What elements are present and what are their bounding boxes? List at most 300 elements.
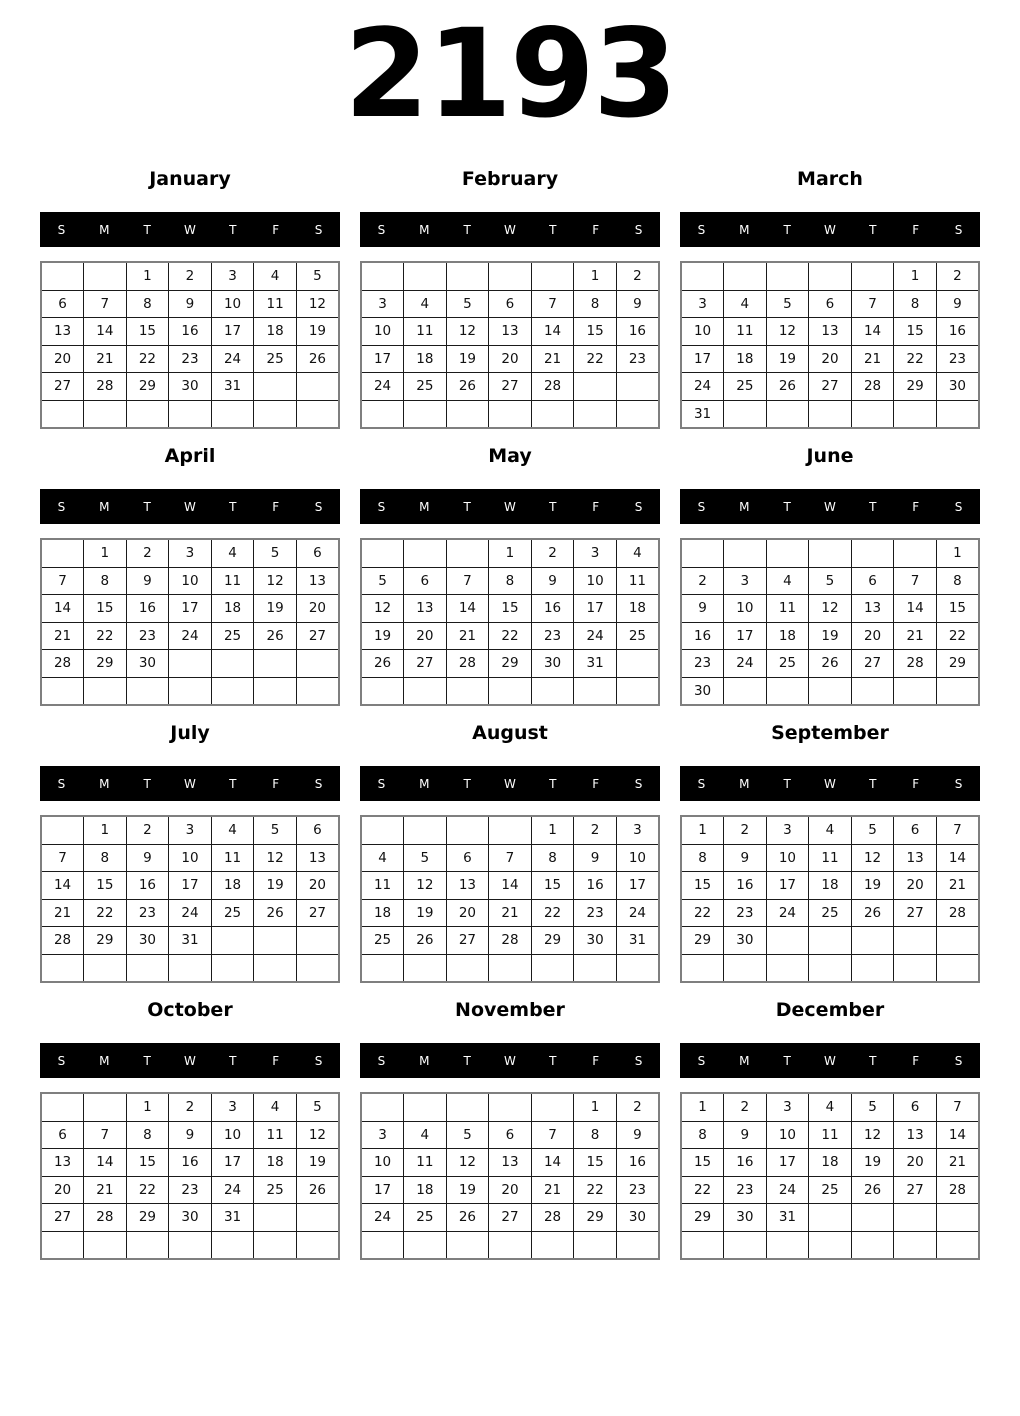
date-cell: 28: [84, 373, 127, 401]
date-cell: 13: [296, 844, 339, 872]
date-cell: 15: [126, 318, 169, 346]
day-of-week-label: S: [377, 222, 386, 237]
empty-date-cell: [851, 954, 894, 982]
empty-date-cell: [361, 400, 404, 428]
day-of-week-label: W: [504, 1053, 516, 1068]
date-cell: 25: [404, 373, 447, 401]
empty-date-cell: [851, 677, 894, 705]
day-of-week-label: F: [912, 1053, 920, 1068]
date-cell: 31: [169, 927, 212, 955]
empty-date-cell: [446, 677, 489, 705]
empty-date-cell: [296, 400, 339, 428]
date-cell: 17: [724, 622, 767, 650]
date-cell: 2: [169, 262, 212, 290]
empty-date-cell: [254, 373, 297, 401]
empty-date-cell: [404, 1093, 447, 1121]
month-january: [40, 169, 340, 429]
week-row: [361, 650, 659, 678]
date-cell: 4: [809, 816, 852, 844]
date-cell: 14: [936, 1121, 979, 1149]
day-of-week-header-bar: [680, 766, 980, 801]
empty-date-cell: [724, 954, 767, 982]
week-row: [681, 1121, 979, 1149]
date-cell: 23: [169, 1176, 212, 1204]
empty-date-cell: [84, 677, 127, 705]
day-of-week-label: M: [419, 499, 430, 514]
date-cell: 17: [361, 345, 404, 373]
date-cell: 21: [84, 345, 127, 373]
date-cell: 16: [616, 318, 659, 346]
date-cell: 29: [126, 1204, 169, 1232]
date-cell: 2: [724, 816, 767, 844]
day-of-week-label: M: [99, 776, 110, 791]
date-cell: 9: [126, 844, 169, 872]
date-cell: 22: [531, 899, 574, 927]
empty-date-cell: [254, 650, 297, 678]
empty-date-cell: [851, 262, 894, 290]
date-cell: 12: [296, 290, 339, 318]
empty-date-cell: [616, 954, 659, 982]
date-cell: 29: [84, 927, 127, 955]
date-cell: 14: [84, 1149, 127, 1177]
date-cell: 4: [724, 290, 767, 318]
day-of-week-label: F: [272, 1053, 280, 1068]
date-cell: 22: [574, 1176, 617, 1204]
day-of-week-label: S: [697, 776, 706, 791]
empty-date-cell: [724, 262, 767, 290]
empty-date-cell: [489, 262, 532, 290]
date-cell: 22: [126, 1176, 169, 1204]
date-cell: 31: [574, 650, 617, 678]
empty-date-cell: [404, 262, 447, 290]
empty-date-cell: [766, 677, 809, 705]
date-cell: 2: [126, 539, 169, 567]
date-cell: 8: [574, 1121, 617, 1149]
empty-date-cell: [809, 677, 852, 705]
date-cell: 12: [446, 1149, 489, 1177]
week-row: [361, 1093, 659, 1121]
date-cell: 16: [681, 622, 724, 650]
empty-date-cell: [446, 262, 489, 290]
empty-date-cell: [809, 400, 852, 428]
date-cell: 11: [254, 290, 297, 318]
day-of-week-label: S: [377, 776, 386, 791]
empty-date-cell: [531, 1231, 574, 1259]
date-cell: 20: [851, 622, 894, 650]
day-of-week-label: S: [314, 222, 323, 237]
date-cell: 18: [766, 622, 809, 650]
month-date-grid: [360, 815, 660, 983]
date-cell: 10: [681, 318, 724, 346]
date-cell: 25: [254, 1176, 297, 1204]
empty-date-cell: [681, 954, 724, 982]
empty-date-cell: [809, 262, 852, 290]
week-row: [41, 345, 339, 373]
week-row: [681, 290, 979, 318]
date-cell: 3: [169, 539, 212, 567]
day-of-week-label: S: [634, 1053, 643, 1068]
empty-date-cell: [41, 677, 84, 705]
month-date-grid: [680, 1092, 980, 1260]
date-cell: 30: [724, 927, 767, 955]
month-date-grid: [680, 815, 980, 983]
day-of-week-label: F: [592, 222, 600, 237]
date-cell: 24: [211, 1176, 254, 1204]
day-of-week-label: S: [697, 1053, 706, 1068]
date-cell: 4: [616, 539, 659, 567]
empty-date-cell: [894, 539, 937, 567]
week-row: [361, 1176, 659, 1204]
date-cell: 28: [936, 899, 979, 927]
date-cell: 14: [851, 318, 894, 346]
date-cell: 9: [724, 844, 767, 872]
empty-date-cell: [254, 1204, 297, 1232]
date-cell: 21: [936, 872, 979, 900]
date-cell: 6: [894, 816, 937, 844]
empty-date-cell: [404, 816, 447, 844]
date-cell: 3: [574, 539, 617, 567]
date-cell: 9: [574, 844, 617, 872]
date-cell: 29: [126, 373, 169, 401]
month-name: November: [455, 999, 565, 1021]
date-cell: 13: [296, 567, 339, 595]
date-cell: 10: [361, 318, 404, 346]
date-cell: 17: [766, 1149, 809, 1177]
date-cell: 30: [126, 650, 169, 678]
month-date-grid: [40, 538, 340, 706]
empty-date-cell: [936, 954, 979, 982]
date-cell: 22: [681, 1176, 724, 1204]
date-cell: 27: [446, 927, 489, 955]
date-cell: 16: [126, 872, 169, 900]
date-cell: 17: [169, 595, 212, 623]
day-of-week-header-bar: [680, 489, 980, 524]
date-cell: 19: [361, 622, 404, 650]
date-cell: 29: [531, 927, 574, 955]
date-cell: 31: [211, 1204, 254, 1232]
day-of-week-label: W: [504, 776, 516, 791]
empty-date-cell: [766, 927, 809, 955]
date-cell: 19: [851, 1149, 894, 1177]
empty-date-cell: [404, 539, 447, 567]
date-cell: 10: [766, 844, 809, 872]
empty-date-cell: [361, 1093, 404, 1121]
week-row: [361, 595, 659, 623]
date-cell: 2: [574, 816, 617, 844]
date-cell: 29: [489, 650, 532, 678]
date-cell: 15: [126, 1149, 169, 1177]
date-cell: 21: [894, 622, 937, 650]
date-cell: 23: [531, 622, 574, 650]
date-cell: 31: [766, 1204, 809, 1232]
date-cell: 30: [724, 1204, 767, 1232]
date-cell: 19: [296, 318, 339, 346]
date-cell: 5: [296, 262, 339, 290]
date-cell: 21: [446, 622, 489, 650]
date-cell: 26: [254, 899, 297, 927]
date-cell: 12: [361, 595, 404, 623]
day-of-week-header-bar: [360, 489, 660, 524]
month-date-grid: [360, 261, 660, 429]
empty-date-cell: [489, 1231, 532, 1259]
day-of-week-label: W: [824, 776, 836, 791]
date-cell: 14: [41, 595, 84, 623]
date-cell: 6: [894, 1093, 937, 1121]
day-of-week-label: T: [463, 222, 471, 237]
date-cell: 5: [296, 1093, 339, 1121]
week-row: [41, 595, 339, 623]
date-cell: 5: [809, 567, 852, 595]
date-cell: 29: [681, 1204, 724, 1232]
date-cell: 11: [404, 318, 447, 346]
empty-date-cell: [361, 816, 404, 844]
date-cell: 30: [681, 677, 724, 705]
empty-date-cell: [809, 1204, 852, 1232]
empty-date-cell: [446, 816, 489, 844]
date-cell: 12: [404, 872, 447, 900]
date-cell: 13: [41, 1149, 84, 1177]
empty-date-cell: [531, 954, 574, 982]
date-cell: 16: [531, 595, 574, 623]
date-cell: 15: [894, 318, 937, 346]
empty-date-cell: [211, 400, 254, 428]
empty-date-cell: [84, 954, 127, 982]
empty-date-cell: [936, 400, 979, 428]
date-cell: 2: [126, 816, 169, 844]
empty-date-cell: [574, 1231, 617, 1259]
date-cell: 3: [361, 1121, 404, 1149]
empty-date-cell: [766, 954, 809, 982]
date-cell: 28: [41, 927, 84, 955]
date-cell: 11: [724, 318, 767, 346]
week-row: [41, 650, 339, 678]
date-cell: 8: [681, 844, 724, 872]
date-cell: 18: [404, 345, 447, 373]
date-cell: 10: [169, 567, 212, 595]
date-cell: 10: [211, 1121, 254, 1149]
day-of-week-label: F: [592, 776, 600, 791]
week-row: [681, 954, 979, 982]
empty-date-cell: [296, 1204, 339, 1232]
date-cell: 16: [616, 1149, 659, 1177]
empty-date-cell: [84, 1093, 127, 1121]
month-date-grid: [40, 815, 340, 983]
date-cell: 21: [41, 899, 84, 927]
week-row: [681, 927, 979, 955]
date-cell: 12: [809, 595, 852, 623]
date-cell: 6: [809, 290, 852, 318]
date-cell: 12: [766, 318, 809, 346]
date-cell: 30: [531, 650, 574, 678]
date-cell: 9: [531, 567, 574, 595]
date-cell: 28: [851, 373, 894, 401]
date-cell: 11: [809, 1121, 852, 1149]
week-row: [681, 899, 979, 927]
week-row: [681, 373, 979, 401]
date-cell: 5: [254, 816, 297, 844]
date-cell: 11: [809, 844, 852, 872]
empty-date-cell: [296, 650, 339, 678]
months-grid: [40, 169, 980, 1260]
week-row: [41, 567, 339, 595]
empty-date-cell: [446, 539, 489, 567]
date-cell: 18: [724, 345, 767, 373]
date-cell: 21: [84, 1176, 127, 1204]
date-cell: 24: [169, 622, 212, 650]
empty-date-cell: [296, 927, 339, 955]
date-cell: 26: [446, 1204, 489, 1232]
month-february: [360, 169, 660, 429]
empty-date-cell: [211, 954, 254, 982]
date-cell: 1: [894, 262, 937, 290]
empty-date-cell: [169, 954, 212, 982]
empty-date-cell: [254, 1231, 297, 1259]
date-cell: 25: [361, 927, 404, 955]
day-of-week-label: S: [634, 776, 643, 791]
empty-date-cell: [531, 677, 574, 705]
day-of-week-label: S: [634, 499, 643, 514]
empty-date-cell: [489, 816, 532, 844]
date-cell: 6: [41, 1121, 84, 1149]
day-of-week-label: T: [463, 499, 471, 514]
month-date-grid: [680, 261, 980, 429]
date-cell: 24: [169, 899, 212, 927]
day-of-week-label: W: [824, 222, 836, 237]
date-cell: 20: [894, 1149, 937, 1177]
date-cell: 25: [766, 650, 809, 678]
date-cell: 11: [616, 567, 659, 595]
date-cell: 12: [446, 318, 489, 346]
day-of-week-label: T: [229, 1053, 237, 1068]
empty-date-cell: [681, 262, 724, 290]
month-name: June: [806, 445, 854, 467]
week-row: [681, 1204, 979, 1232]
date-cell: 8: [126, 1121, 169, 1149]
date-cell: 18: [809, 1149, 852, 1177]
date-cell: 9: [616, 290, 659, 318]
date-cell: 5: [404, 844, 447, 872]
empty-date-cell: [681, 1231, 724, 1259]
date-cell: 7: [41, 567, 84, 595]
date-cell: 17: [211, 1149, 254, 1177]
day-of-week-label: T: [143, 222, 151, 237]
date-cell: 30: [936, 373, 979, 401]
month-april: [40, 446, 340, 706]
empty-date-cell: [404, 677, 447, 705]
day-of-week-header-bar: [680, 212, 980, 247]
date-cell: 16: [724, 872, 767, 900]
date-cell: 3: [681, 290, 724, 318]
date-cell: 16: [169, 1149, 212, 1177]
date-cell: 28: [894, 650, 937, 678]
week-row: [361, 373, 659, 401]
day-of-week-label: M: [739, 776, 750, 791]
date-cell: 1: [126, 1093, 169, 1121]
date-cell: 1: [84, 539, 127, 567]
date-cell: 22: [489, 622, 532, 650]
date-cell: 29: [574, 1204, 617, 1232]
day-of-week-label: T: [549, 222, 557, 237]
date-cell: 6: [446, 844, 489, 872]
week-row: [361, 1231, 659, 1259]
day-of-week-label: S: [954, 1053, 963, 1068]
empty-date-cell: [766, 262, 809, 290]
week-row: [361, 400, 659, 428]
empty-date-cell: [296, 373, 339, 401]
empty-date-cell: [936, 927, 979, 955]
date-cell: 1: [84, 816, 127, 844]
empty-date-cell: [361, 262, 404, 290]
date-cell: 18: [361, 899, 404, 927]
date-cell: 8: [531, 844, 574, 872]
month-name: April: [164, 445, 216, 467]
date-cell: 4: [404, 290, 447, 318]
date-cell: 13: [894, 1121, 937, 1149]
date-cell: 27: [489, 1204, 532, 1232]
day-of-week-header-bar: [40, 1043, 340, 1078]
date-cell: 13: [851, 595, 894, 623]
date-cell: 13: [446, 872, 489, 900]
date-cell: 28: [84, 1204, 127, 1232]
empty-date-cell: [616, 400, 659, 428]
date-cell: 25: [809, 899, 852, 927]
month-july: [40, 723, 340, 983]
day-of-week-label: M: [419, 776, 430, 791]
day-of-week-label: W: [824, 499, 836, 514]
empty-date-cell: [851, 1231, 894, 1259]
week-row: [41, 290, 339, 318]
empty-date-cell: [616, 677, 659, 705]
empty-date-cell: [126, 400, 169, 428]
date-cell: 3: [211, 1093, 254, 1121]
date-cell: 4: [809, 1093, 852, 1121]
day-of-week-header-bar: [680, 1043, 980, 1078]
empty-date-cell: [41, 262, 84, 290]
date-cell: 12: [254, 567, 297, 595]
date-cell: 28: [531, 1204, 574, 1232]
date-cell: 25: [616, 622, 659, 650]
day-of-week-label: T: [463, 776, 471, 791]
week-row: [41, 1149, 339, 1177]
empty-date-cell: [489, 1093, 532, 1121]
day-of-week-label: F: [912, 776, 920, 791]
empty-date-cell: [894, 400, 937, 428]
day-of-week-label: T: [783, 776, 791, 791]
month-name: August: [472, 722, 548, 744]
week-row: [41, 1176, 339, 1204]
date-cell: 16: [574, 872, 617, 900]
week-row: [41, 954, 339, 982]
empty-date-cell: [724, 677, 767, 705]
week-row: [361, 677, 659, 705]
date-cell: 19: [766, 345, 809, 373]
date-cell: 12: [254, 844, 297, 872]
empty-date-cell: [84, 262, 127, 290]
date-cell: 7: [531, 1121, 574, 1149]
date-cell: 29: [681, 927, 724, 955]
day-of-week-label: T: [549, 776, 557, 791]
date-cell: 31: [616, 927, 659, 955]
day-of-week-label: S: [314, 1053, 323, 1068]
date-cell: 2: [531, 539, 574, 567]
week-row: [41, 400, 339, 428]
date-cell: 10: [766, 1121, 809, 1149]
date-cell: 7: [41, 844, 84, 872]
month-december: [680, 1000, 980, 1260]
date-cell: 17: [616, 872, 659, 900]
week-row: [361, 1121, 659, 1149]
date-cell: 12: [296, 1121, 339, 1149]
